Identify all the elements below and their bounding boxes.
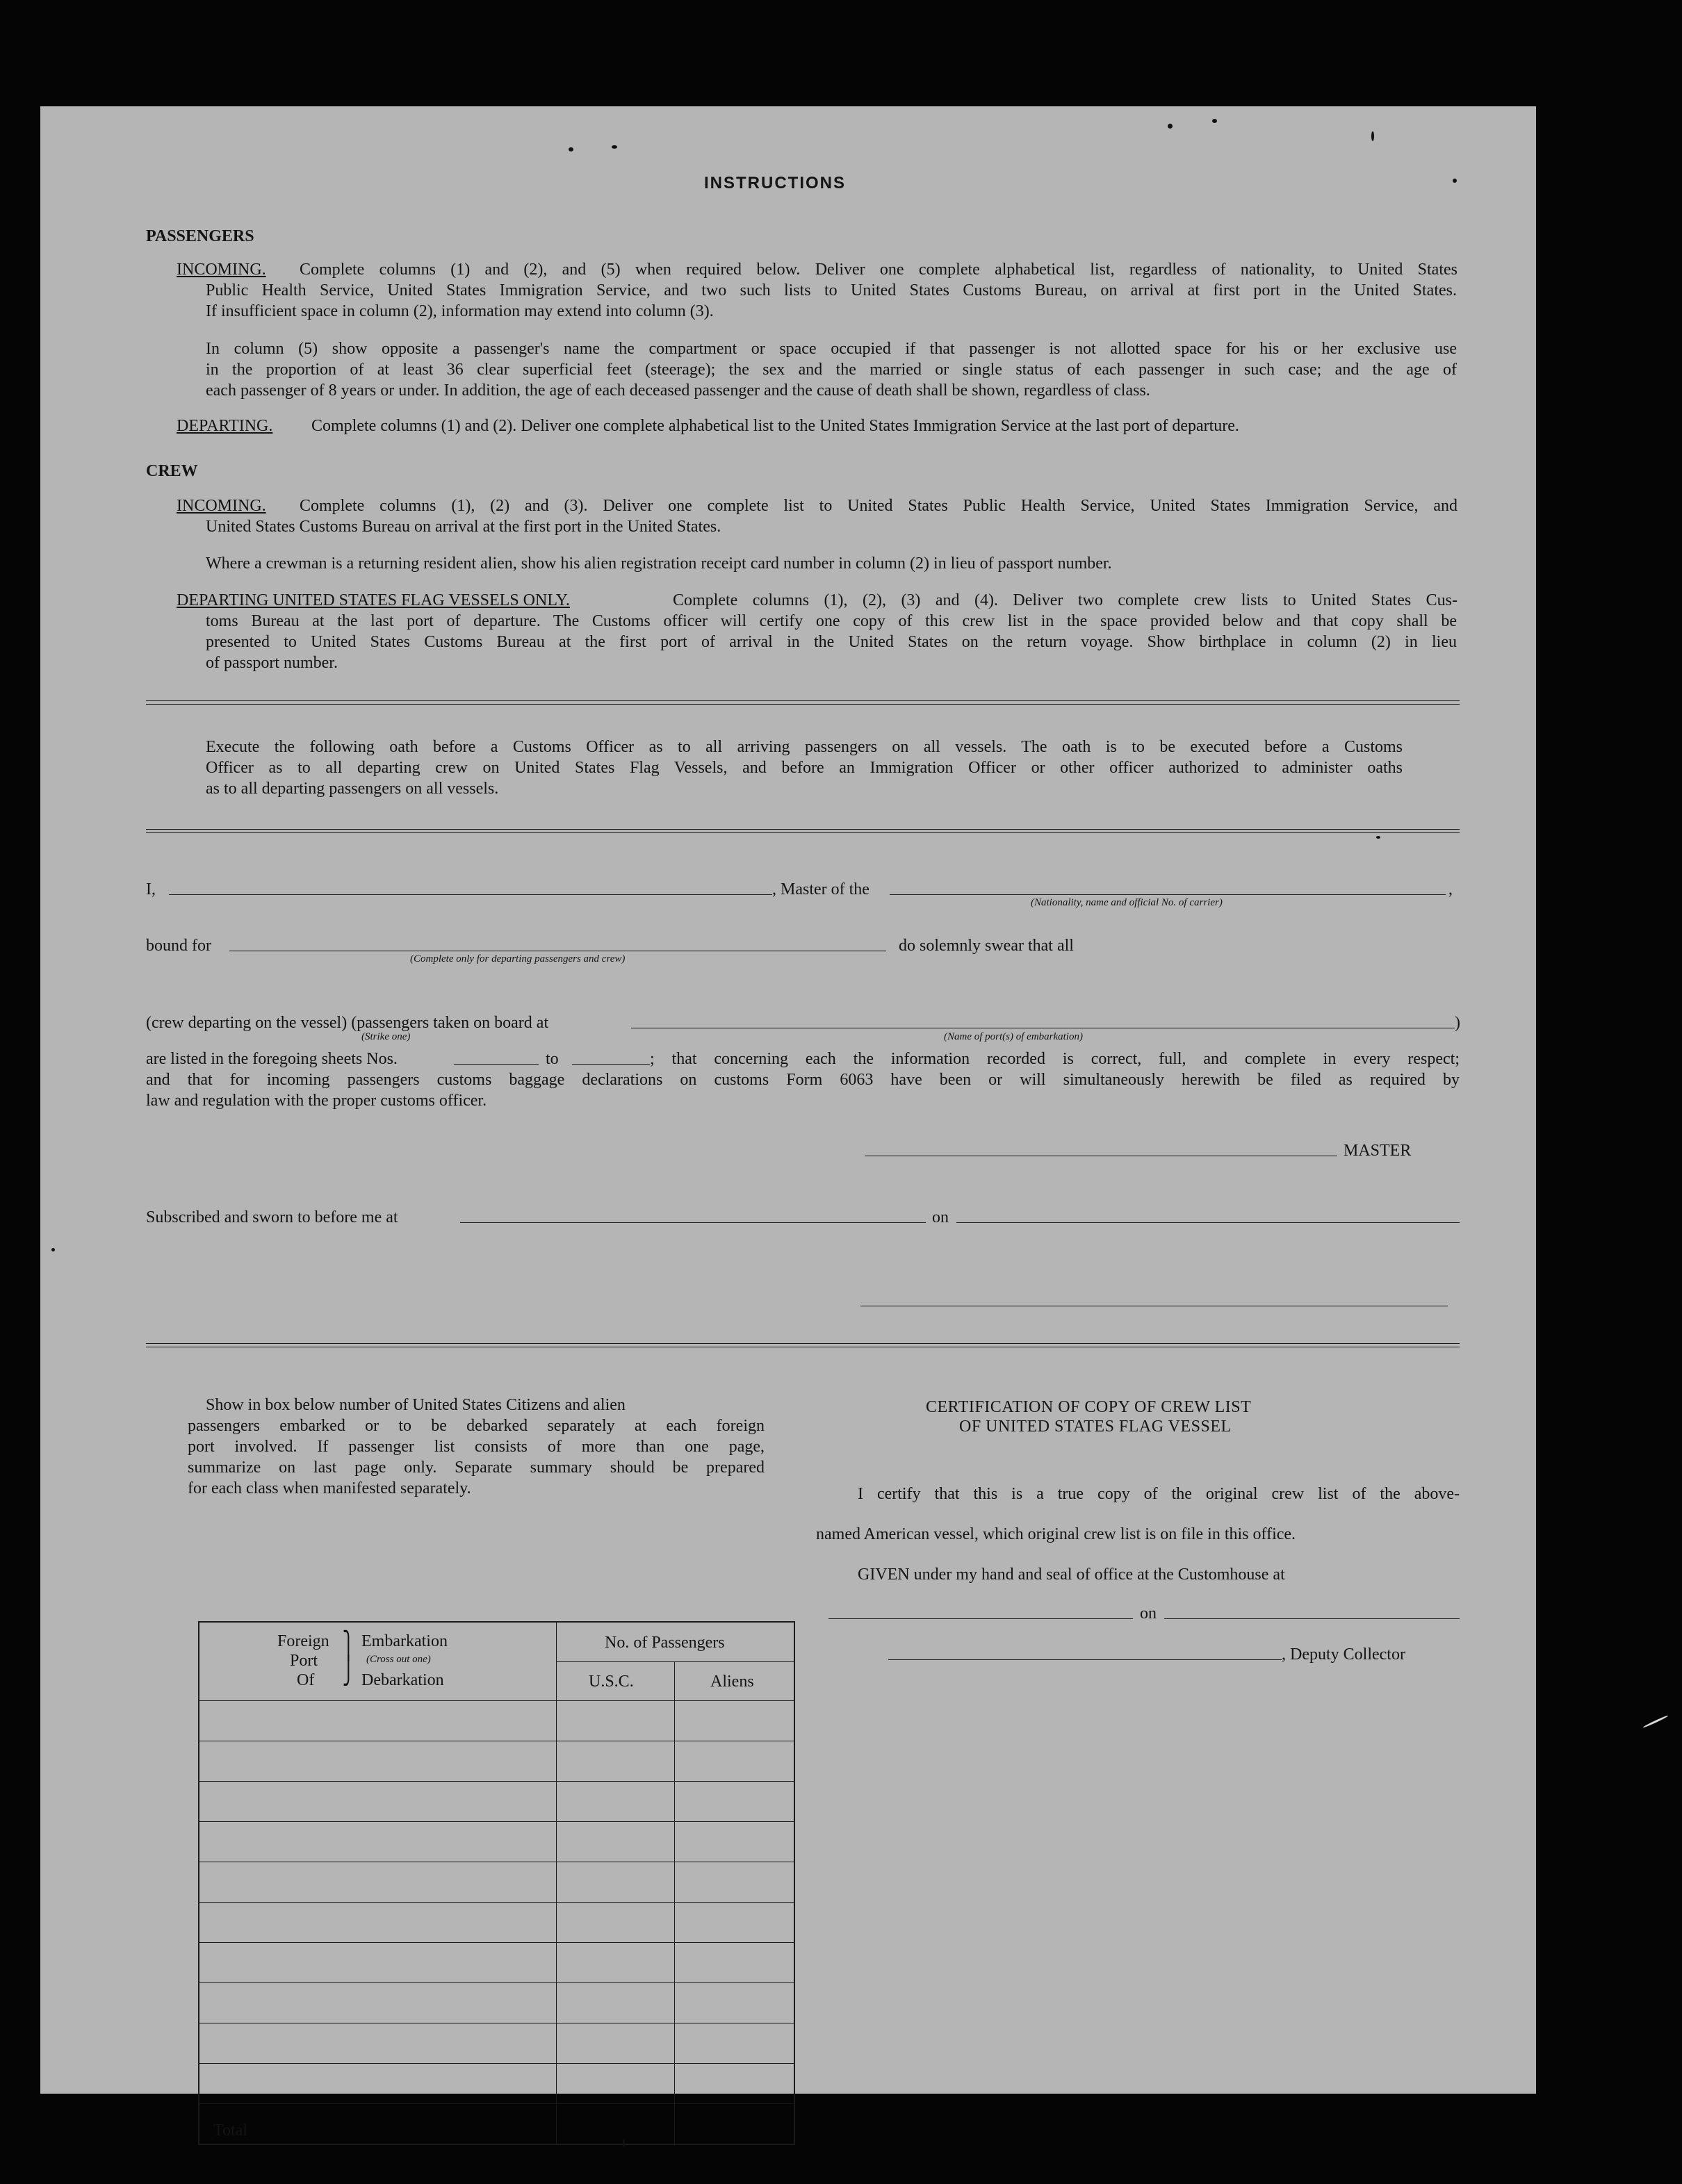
speck [1168,124,1173,129]
subscribed-text: Subscribed and sworn to before me at [146,1208,398,1226]
oath-line3: law and regulation with the proper customs officer. [146,1092,487,1110]
header-bottom-line [199,1700,794,1701]
table-row-line [199,1902,794,1903]
speck [1376,836,1380,839]
sheet-to-field[interactable] [572,1064,650,1065]
certification-on-label: on [1140,1604,1157,1623]
bound-for-label: bound for [146,937,211,955]
customhouse-field[interactable] [828,1618,1133,1619]
section-divider [146,829,1460,833]
sheets-to: to [546,1050,559,1068]
passengers-incoming-line3: If insufficient space in column (2), information may extend into column (3). [206,302,714,320]
summary-line3: port involved. If passenger list consists of more than one page, [188,1438,765,1456]
oath-line2: and that for incoming passengers customs baggage declarations on customs Form 6063 have been or will simultaneously herewith be filed as required by [146,1071,1460,1089]
oath-i: I, [146,880,156,898]
crew-departing-text: (crew departing on the vessel) (passengers taken on board at [146,1014,549,1032]
total-label: Total [213,2121,247,2140]
speck [1212,119,1217,123]
certification-line3: GIVEN under my hand and seal of office at the Customhouse at [858,1566,1285,1584]
summary-line1: Show in box below number of United States Citizens and alien [206,1396,626,1414]
crew-incoming-label: INCOMING. [177,497,266,515]
sworn-place-field[interactable] [460,1222,926,1223]
crew-departing-line2: toms Bureau at the last port of departure. The Customs officer will certify one copy of this crew list in the space provided below and that copy shall be [206,612,1457,630]
deputy-signature-field[interactable] [888,1659,1282,1660]
form-page [40,106,1536,2140]
speck [1642,1715,1669,1729]
section-divider [146,1343,1460,1347]
debarkation-label: Debarkation [361,1671,444,1689]
passengers-col5-line2: in the proportion of at least 36 clear superficial feet (steerage); the sex and the married or single status of each passenger in such case; and the age of [206,361,1457,379]
port-label: Port [290,1652,318,1670]
certification-date-field[interactable] [1164,1618,1460,1619]
section-divider [146,700,1460,705]
master-of-the-label: , Master of the [772,880,869,898]
crew-departing-line1: Complete columns (1), (2), (3) and (4). Deliver two complete crew lists to United States Cus- [673,591,1458,609]
speck [1371,131,1374,141]
aliens-header: Aliens [710,1673,754,1691]
certification-title-2: OF UNITED STATES FLAG VESSEL [959,1418,1232,1436]
brace-icon: ⎫ [342,1632,354,1661]
oath-instruction-line1: Execute the following oath before a Customs Officer as to all arriving passengers on all vessels. The oath is to be executed before a Customs [206,738,1403,756]
crew-incoming-line2: United States Customs Bureau on arrival at the first port in the United States. [206,518,721,536]
ports-hint: (Name of port(s) of embarkation) [944,1031,1083,1042]
carrier-field[interactable] [890,894,1446,895]
passengers-heading: PASSENGERS [146,227,254,245]
of-label: Of [297,1671,315,1689]
header-divider [556,1661,794,1662]
sworn-on-label: on [932,1208,949,1226]
cross-out-hint: (Cross out one) [366,1654,431,1665]
brace-icon: ⎭ [342,1657,354,1686]
usc-header: U.S.C. [589,1673,634,1691]
carrier-hint: (Nationality, name and official No. of carrier) [1031,897,1223,908]
summary-line2: passengers embarked or to be debarked separately at each foreign [188,1417,765,1435]
sheet-from-field[interactable] [454,1064,539,1065]
table-row-line [199,2103,794,2104]
passengers-col5-line3: each passenger of 8 years or under. In addition, the age of each deceased passenger and the cause of death shall be shown, regardless of class. [206,381,1150,400]
passengers-incoming-line2: Public Health Service, United States Immigration Service, and two such lists to United States Customs Bureau, on arrival at first port in the United States. [206,281,1457,299]
close-paren: ) [1455,1014,1460,1032]
sheets-suffix: ; that concerning each the information recorded is correct, full, and complete in every respect; [650,1050,1460,1068]
oath-instruction-line3: as to all departing passengers on all vessels. [206,780,499,798]
foreign-label: Foreign [277,1632,329,1650]
oath-instruction-line2: Officer as to all departing crew on United States Flag Vessels, and before an Immigration Officer or other officer authorized to administer oaths [206,759,1403,777]
table-row-line [199,1781,794,1782]
certification-line1: I certify that this is a true copy of the original crew list of the above- [858,1485,1460,1503]
embarkation-label: Embarkation [361,1632,448,1650]
no-passengers-header: No. of Passengers [605,1634,725,1652]
certification-line2: named American vessel, which original crew list is on file in this office. [816,1525,1296,1543]
speck [51,1248,55,1251]
sheets-prefix: are listed in the foregoing sheets Nos. [146,1050,398,1068]
master-label: MASTER [1344,1142,1412,1160]
crew-departing-label: DEPARTING UNITED STATES FLAG VESSELS ONLY. [177,591,570,609]
page-title: INSTRUCTIONS [704,174,846,192]
column-divider [674,1661,675,2144]
crew-departing-line4: of passport number. [206,654,338,672]
swear-text: do solemnly swear that all [899,937,1074,955]
table-row-line [199,1942,794,1943]
crew-departing-line3: presented to United States Customs Bureau at the first port of arrival in the United States on the return voyage. Show birthplace in column (2) in lieu [206,633,1457,651]
passenger-summary-table [198,1621,795,2145]
speck [569,147,573,151]
table-row-line [199,1982,794,1983]
passengers-col5-line1: In column (5) show opposite a passenger's name the compartment or space occupied if that passenger is not allotted space for his or her exclusive use [206,340,1457,358]
certification-title-1: CERTIFICATION OF COPY OF CREW LIST [926,1398,1252,1416]
passengers-departing-label: DEPARTING. [177,417,273,435]
table-row-line [199,1821,794,1822]
speck [612,145,617,149]
deputy-collector-label: , Deputy Collector [1282,1645,1405,1664]
passengers-incoming-line1: Complete columns (1) and (2), and (5) when required below. Deliver one complete alphabetical list, regardless of nationality, to United States [300,261,1458,279]
master-name-field[interactable] [169,894,772,895]
bound-hint: (Complete only for departing passengers and crew) [410,953,626,964]
strike-hint: (Strike one) [361,1031,411,1042]
speck [623,2139,625,2147]
speck [1453,179,1457,183]
summary-line5: for each class when manifested separately. [188,1479,471,1497]
crew-heading: CREW [146,462,198,480]
sworn-date-field[interactable] [956,1222,1460,1223]
crew-incoming-line1: Complete columns (1), (2) and (3). Deliver one complete list to United States Public Health Service, United States Immigration Service, and [300,497,1458,515]
passengers-departing-text: Complete columns (1) and (2). Deliver one complete alphabetical list to the United States Immigration Service at the last port of departure. [311,417,1239,435]
summary-line4: summarize on last page only. Separate summary should be prepared [188,1459,765,1477]
crew-alien-text: Where a crewman is a returning resident alien, show his alien registration receipt card number in column (2) in lieu of passport number. [206,555,1112,573]
table-row-line [199,2063,794,2064]
passengers-incoming-label: INCOMING. [177,261,266,279]
comma: , [1448,880,1453,898]
